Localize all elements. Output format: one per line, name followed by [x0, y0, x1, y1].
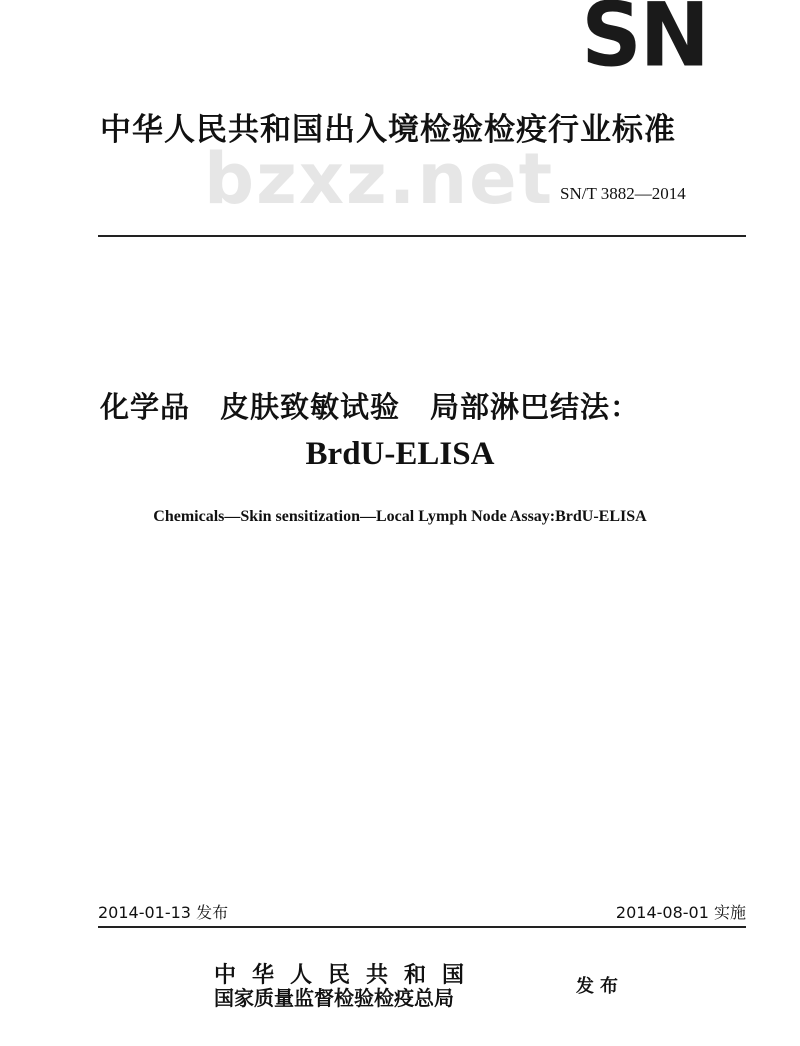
- implementation-date: 2014-08-01 实施: [615, 903, 746, 922]
- issuer-line1: 中华人民共和国: [214, 962, 481, 988]
- sn-logo: SN: [581, 0, 708, 87]
- title-english: Chemicals—Skin sensitization—Local Lymph Node Assay:BrdU-ELISA: [153, 508, 647, 525]
- title-chinese: 化学品 皮肤致敏试验 局部淋巴结法：: [100, 390, 641, 424]
- issued-label: 发布: [576, 976, 624, 997]
- agency-title: 中华人民共和国出入境检验检疫行业标准: [100, 112, 676, 148]
- issuer-line2: 国家质量监督检验检疫总局: [214, 986, 454, 1010]
- top-divider: [98, 235, 746, 237]
- title-chinese-line2: BrdU-ELISA: [305, 436, 495, 472]
- watermark: bzxz.net: [204, 138, 555, 220]
- issue-date: 2014-01-13 发布: [98, 903, 229, 922]
- standard-number: SN/T 3882—2014: [560, 184, 686, 203]
- bottom-divider: [98, 926, 746, 928]
